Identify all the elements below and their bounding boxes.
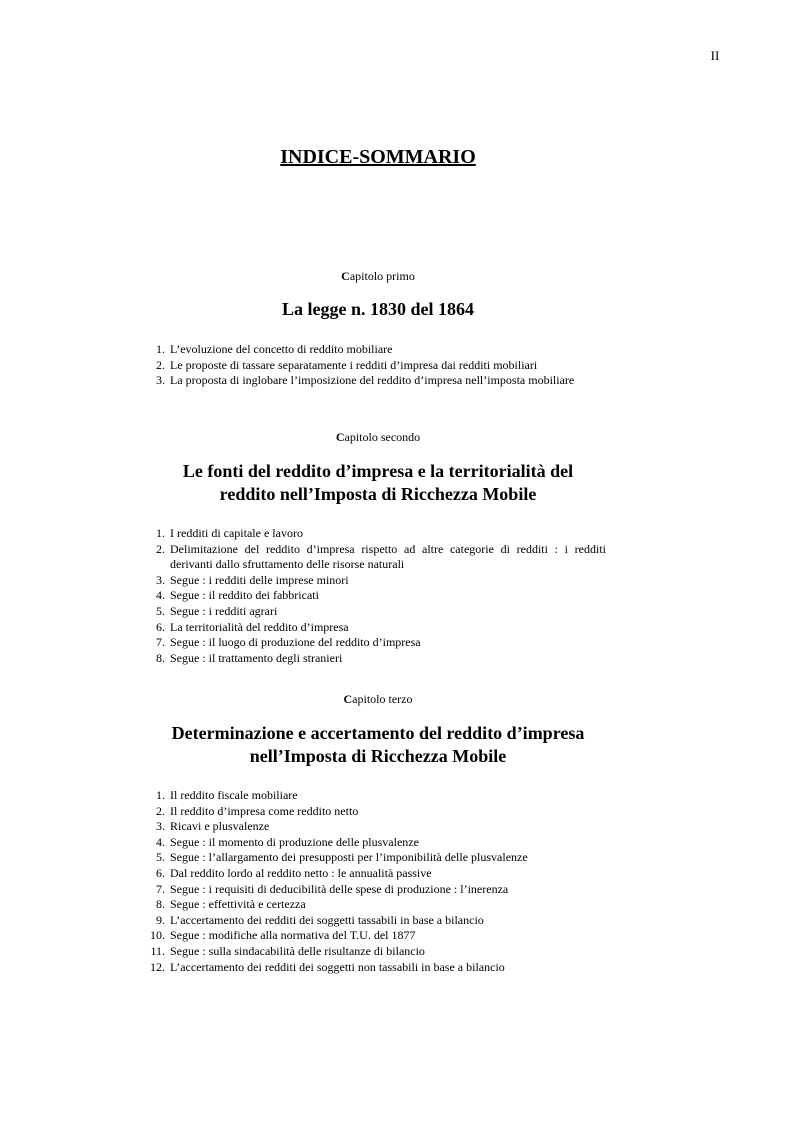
chapter-3-label-initial: C [343, 692, 353, 706]
toc-item-text: Segue : il trattamento degli stranieri [170, 650, 343, 665]
toc-item-number: 6. [156, 619, 165, 634]
toc-item-number: 2. [156, 541, 165, 556]
toc-item-text: Segue : i requisiti di deducibilità delle spese di produzione : l’inerenza [170, 881, 509, 896]
chapter-2-title [150, 460, 606, 506]
chapter-3-label [0, 692, 756, 707]
toc-item[interactable] [140, 620, 606, 636]
toc-item[interactable] [140, 897, 606, 913]
toc-item[interactable] [140, 850, 606, 866]
chapter-2-label [0, 430, 756, 445]
chapter-2-toc [140, 526, 606, 666]
toc-item-text: L’evoluzione del concetto di reddito mobiliare [170, 342, 393, 356]
chapter-3-title [150, 722, 606, 768]
toc-item[interactable] [140, 342, 606, 358]
page-title: INDICE-SOMMARIO [280, 146, 476, 168]
toc-item-number: 3. [156, 572, 165, 587]
toc-item-number: 1. [156, 342, 165, 356]
toc-item[interactable] [140, 788, 606, 804]
toc-item-text: Segue : i redditi agrari [170, 603, 278, 618]
toc-item[interactable] [140, 804, 606, 820]
toc-item[interactable] [140, 928, 606, 944]
chapter-2-title-line: reddito nell’Imposta di Ricchezza Mobile [219, 484, 537, 504]
toc-item-text: L’accertamento dei redditi dei soggetti tassabili in base a bilancio [170, 912, 484, 927]
chapter-3-toc [140, 788, 606, 975]
toc-item-text: I redditi di capitale e lavoro [170, 526, 303, 540]
chapter-1-label-rest: apitolo primo [349, 269, 415, 283]
toc-item-text: Segue : l’allargamento dei presupposti per l’imponibilità delle plusvalenze [170, 850, 528, 865]
chapter-2-label-rest: apitolo secondo [344, 430, 421, 444]
toc-item[interactable] [140, 526, 606, 542]
toc-item-number: 4. [156, 588, 165, 603]
toc-item-number: 8. [156, 650, 165, 665]
chapter-1-label-initial: C [341, 269, 350, 283]
toc-item-number: 2. [156, 803, 165, 818]
toc-item-text: Segue : il luogo di produzione del reddito d’impresa [170, 635, 421, 650]
toc-item[interactable] [140, 960, 606, 976]
toc-item-number: 9. [156, 912, 165, 927]
toc-item[interactable] [140, 866, 606, 882]
toc-item-text: L’accertamento dei redditi dei soggetti non tassabili in base a bilancio [170, 959, 505, 974]
toc-item-number: 7. [156, 881, 165, 896]
toc-item-text: Segue : modifiche alla normativa del T.U. del 1877 [170, 928, 416, 943]
chapter-1-title [150, 298, 606, 321]
toc-item-text: Segue : effettività e certezza [170, 897, 306, 912]
chapter-1-title-line: La legge n. 1830 del 1864 [282, 299, 474, 319]
toc-item[interactable] [140, 835, 606, 851]
toc-item-number: 2. [156, 357, 165, 372]
chapter-2-title-line: Le fonti del reddito d’impresa e la territorialità del [182, 461, 574, 481]
toc-item-number: 1. [156, 526, 165, 540]
toc-item[interactable] [140, 882, 606, 898]
toc-item[interactable] [140, 635, 606, 651]
toc-item[interactable] [140, 358, 606, 374]
toc-item-text: Le proposte di tassare separatamente i redditi d’impresa dai redditi mobiliari [170, 357, 538, 372]
toc-item-number: 10. [150, 928, 165, 943]
toc-item[interactable] [140, 651, 606, 667]
chapter-3-title-line: Determinazione e accertamento del reddito d’impresa [171, 723, 585, 743]
toc-item[interactable] [140, 913, 606, 929]
toc-item-number: 5. [156, 850, 165, 865]
toc-item-text: Il reddito d’impresa come reddito netto [170, 803, 359, 818]
chapter-1-toc [140, 342, 606, 389]
toc-item-text: Delimitazione del reddito d’impresa rispetto ad altre categorie di redditi : i redditi derivanti dallo sfruttamento delle risorse naturali [170, 541, 606, 572]
toc-item-number: 5. [156, 603, 165, 618]
toc-item-text: Dal reddito lordo al reddito netto : le annualità passive [170, 865, 432, 880]
toc-item-text: Ricavi e plusvalenze [170, 819, 270, 834]
toc-item-number: 7. [156, 635, 165, 650]
toc-item[interactable] [140, 573, 606, 589]
toc-item-number: 4. [156, 834, 165, 849]
chapter-3-title-line: nell’Imposta di Ricchezza Mobile [249, 746, 507, 766]
toc-item-text: Segue : il reddito dei fabbricati [170, 588, 319, 603]
chapter-1-label [0, 269, 756, 284]
chapter-2-label-initial: C [335, 430, 345, 444]
toc-item-text: Segue : i redditi delle imprese minori [170, 572, 349, 587]
toc-item-number: 6. [156, 865, 165, 880]
toc-item[interactable] [140, 588, 606, 604]
toc-item-text: La proposta di inglobare l’imposizione del reddito d’impresa nell’imposta mobiliare [170, 373, 575, 388]
toc-item-text: Segue : sulla sindacabilità delle risultanze di bilancio [170, 943, 425, 958]
toc-item-number: 1. [156, 788, 165, 802]
toc-item[interactable] [140, 819, 606, 835]
chapter-3-label-rest: apitolo terzo [352, 692, 413, 706]
toc-item-text: Segue : il momento di produzione delle plusvalenze [170, 834, 419, 849]
page-number: II [710, 48, 720, 63]
toc-item-text: Il reddito fiscale mobiliare [170, 788, 298, 802]
toc-item-number: 8. [156, 897, 165, 912]
toc-item[interactable] [140, 373, 606, 389]
toc-item[interactable] [140, 542, 606, 573]
toc-item-number: 3. [156, 819, 165, 834]
toc-item-text: La territorialità del reddito d’impresa [170, 619, 349, 634]
toc-item-number: 12. [150, 959, 165, 974]
toc-item[interactable] [140, 604, 606, 620]
toc-item-number: 11. [150, 943, 165, 958]
toc-item-number: 3. [156, 373, 165, 388]
toc-item[interactable] [140, 944, 606, 960]
